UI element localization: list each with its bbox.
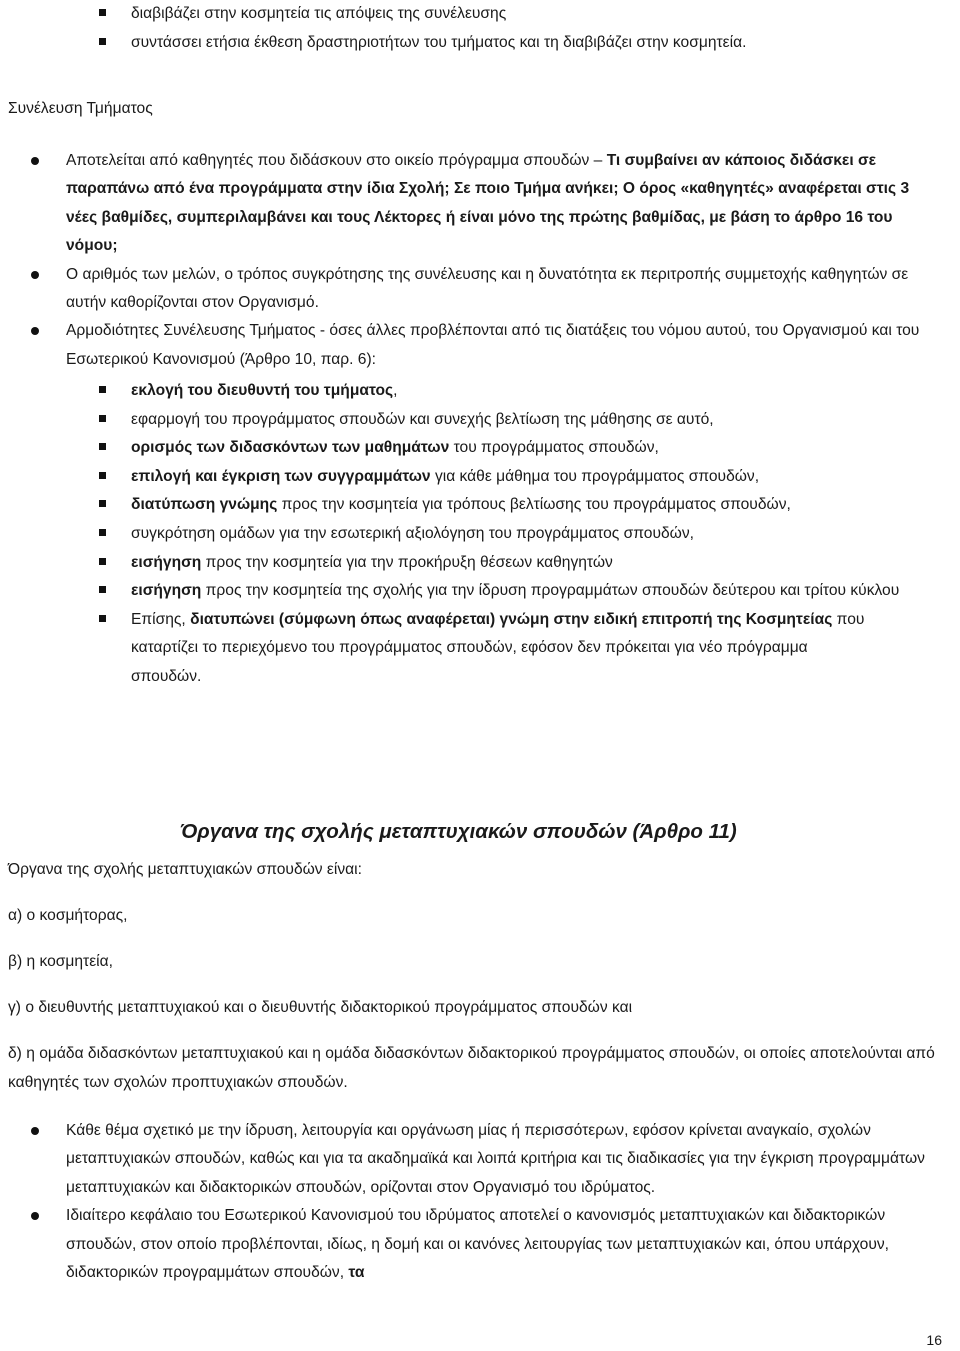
list-item: εφαρμογή του προγράμματος σπουδών και συνεχής βελτίωση της μάθησης σε αυτό,	[0, 406, 960, 435]
square-bullet-icon	[99, 615, 106, 622]
dot-bullet-icon	[31, 1212, 39, 1220]
organ-item-c: γ) ο διευθυντής μεταπτυχιακού και ο διευθυντής διδακτορικού προγράμματος σπουδών και	[8, 999, 633, 1016]
dot-bullet-icon	[31, 157, 39, 165]
square-bullet-icon	[99, 586, 106, 593]
section-title: Συνέλευση Τμήματος	[8, 100, 153, 117]
square-bullet-icon	[99, 443, 106, 450]
dot-bullet-icon	[31, 271, 39, 279]
square-bullet-icon	[99, 386, 106, 393]
list-item: επιλογή και έγκριση των συγγραμμάτων για κάθε μάθημα του προγράμματος σπουδών,	[0, 463, 960, 492]
list-item: Κάθε θέμα σχετικό με την ίδρυση, λειτουργία και οργάνωση μίας ή περισσότερων, εφόσον κρίνεται αναγκαίο, σχολών μεταπτυχιακών σπουδών, καθώς και για τα ακαδημαϊκά και λοιπά κριτήρια και τις διαδικασίες για την έγκριση προγραμμάτων μεταπτυχιακών και διδακτορικών σπουδών, ορίζονται στον Οργανισμό του ιδρύματος.	[0, 1117, 960, 1202]
list-item: εισήγηση προς την κοσμητεία για την προκήρυξη θέσεων καθηγητών	[0, 549, 960, 578]
organ-item-a: α) ο κοσμήτορας,	[8, 907, 128, 924]
square-bullet-icon	[99, 415, 106, 422]
assembly-list	[0, 147, 960, 374]
bottom-bullet-list	[0, 1117, 960, 1287]
duties-list	[0, 377, 960, 692]
list-item: διαβιβάζει στην κοσμητεία τις απόψεις της συνέλευσης	[0, 0, 960, 29]
list-item: εκλογή του διευθυντή του τμήματος,	[0, 377, 960, 406]
list-item: συντάσσει ετήσια έκθεση δραστηριοτήτων του τμήματος και τη διαβιβάζει στην κοσμητεία.	[0, 29, 960, 58]
page-number: 16	[926, 1332, 942, 1348]
organ-item-d: δ) η ομάδα διδασκόντων μεταπτυχιακού και η ομάδα διδασκόντων διδακτορικού προγράμματος σπουδών, οι οποίες αποτελούνται από καθηγητές των σχολών προπτυχιακών σπουδών.	[8, 1045, 935, 1091]
dot-bullet-icon	[31, 1127, 39, 1135]
square-bullet-icon	[99, 38, 106, 45]
organs-intro: Όργανα της σχολής μεταπτυχιακών σπουδών είναι:	[8, 861, 362, 878]
square-bullet-icon	[99, 558, 106, 565]
organs-heading: Όργανα της σχολής μεταπτυχιακών σπουδών (Άρθρο 11)	[180, 820, 737, 843]
square-bullet-icon	[99, 500, 106, 507]
list-item: Ιδιαίτερο κεφάλαιο του Εσωτερικού Κανονισμού του ιδρύματος αποτελεί ο κανονισμός μεταπτυχιακών και διδακτορικών σπουδών, στον οποίο προβλέπονται, ιδίως, η δομή και οι κανόνες λειτουργίας των μεταπτυχιακών και, όπου υπάρχουν, διδακτορικών προγραμμάτων σπουδών, τα	[0, 1202, 960, 1287]
list-item: Αρμοδιότητες Συνέλευσης Τμήματος - όσες άλλες προβλέπονται από τις διατάξεις του νόμου αυτού, του Οργανισμού και του Εσωτερικού Κανονισμού (Άρθρο 10, παρ. 6):	[0, 317, 960, 374]
list-item: εισήγηση προς την κοσμητεία της σχολής για την ίδρυση προγραμμάτων σπουδών δεύτερου και τρίτου κύκλου	[0, 577, 960, 606]
square-bullet-icon	[99, 9, 106, 16]
top-bullet-list	[0, 0, 960, 57]
dot-bullet-icon	[31, 327, 39, 335]
list-item: Επίσης, διατυπώνει (σύμφωνη όπως αναφέρεται) γνώμη στην ειδική επιτροπή της Κοσμητείας που καταρτίζει το περιεχόμενο του προγράμματος σπουδών, εφόσον δεν πρόκειται για νέο πρόγραμμα σπουδών.	[0, 606, 960, 692]
list-item: ορισμός των διδασκόντων των μαθημάτων του προγράμματος σπουδών,	[0, 434, 960, 463]
organ-item-b: β) η κοσμητεία,	[8, 953, 113, 970]
list-item: Ο αριθμός των μελών, ο τρόπος συγκρότησης της συνέλευσης και η δυνατότητα εκ περιτροπής συμμετοχής καθηγητών σε αυτήν καθορίζονται στον Οργανισμό.	[0, 261, 960, 318]
list-item: διατύπωση γνώμης προς την κοσμητεία για τρόπους βελτίωσης του προγράμματος σπουδών,	[0, 491, 960, 520]
list-item: Αποτελείται από καθηγητές που διδάσκουν στο οικείο πρόγραμμα σπουδών – Τι συμβαίνει αν κάποιος διδάσκει σε παραπάνω από ένα προγράμματα στην ίδια Σχολή; Σε ποιο Τμήμα ανήκει; Ο όρος «καθηγητές» αναφέρεται στις 3 νέες βαθμίδες, συμπεριλαμβάνει και τους Λέκτορες ή είναι μόνο της πρώτης βαθμίδας, με βάση το άρθρο 16 του νόμου;	[0, 147, 960, 261]
square-bullet-icon	[99, 529, 106, 536]
list-item: συγκρότηση ομάδων για την εσωτερική αξιολόγηση του προγράμματος σπουδών,	[0, 520, 960, 549]
square-bullet-icon	[99, 472, 106, 479]
